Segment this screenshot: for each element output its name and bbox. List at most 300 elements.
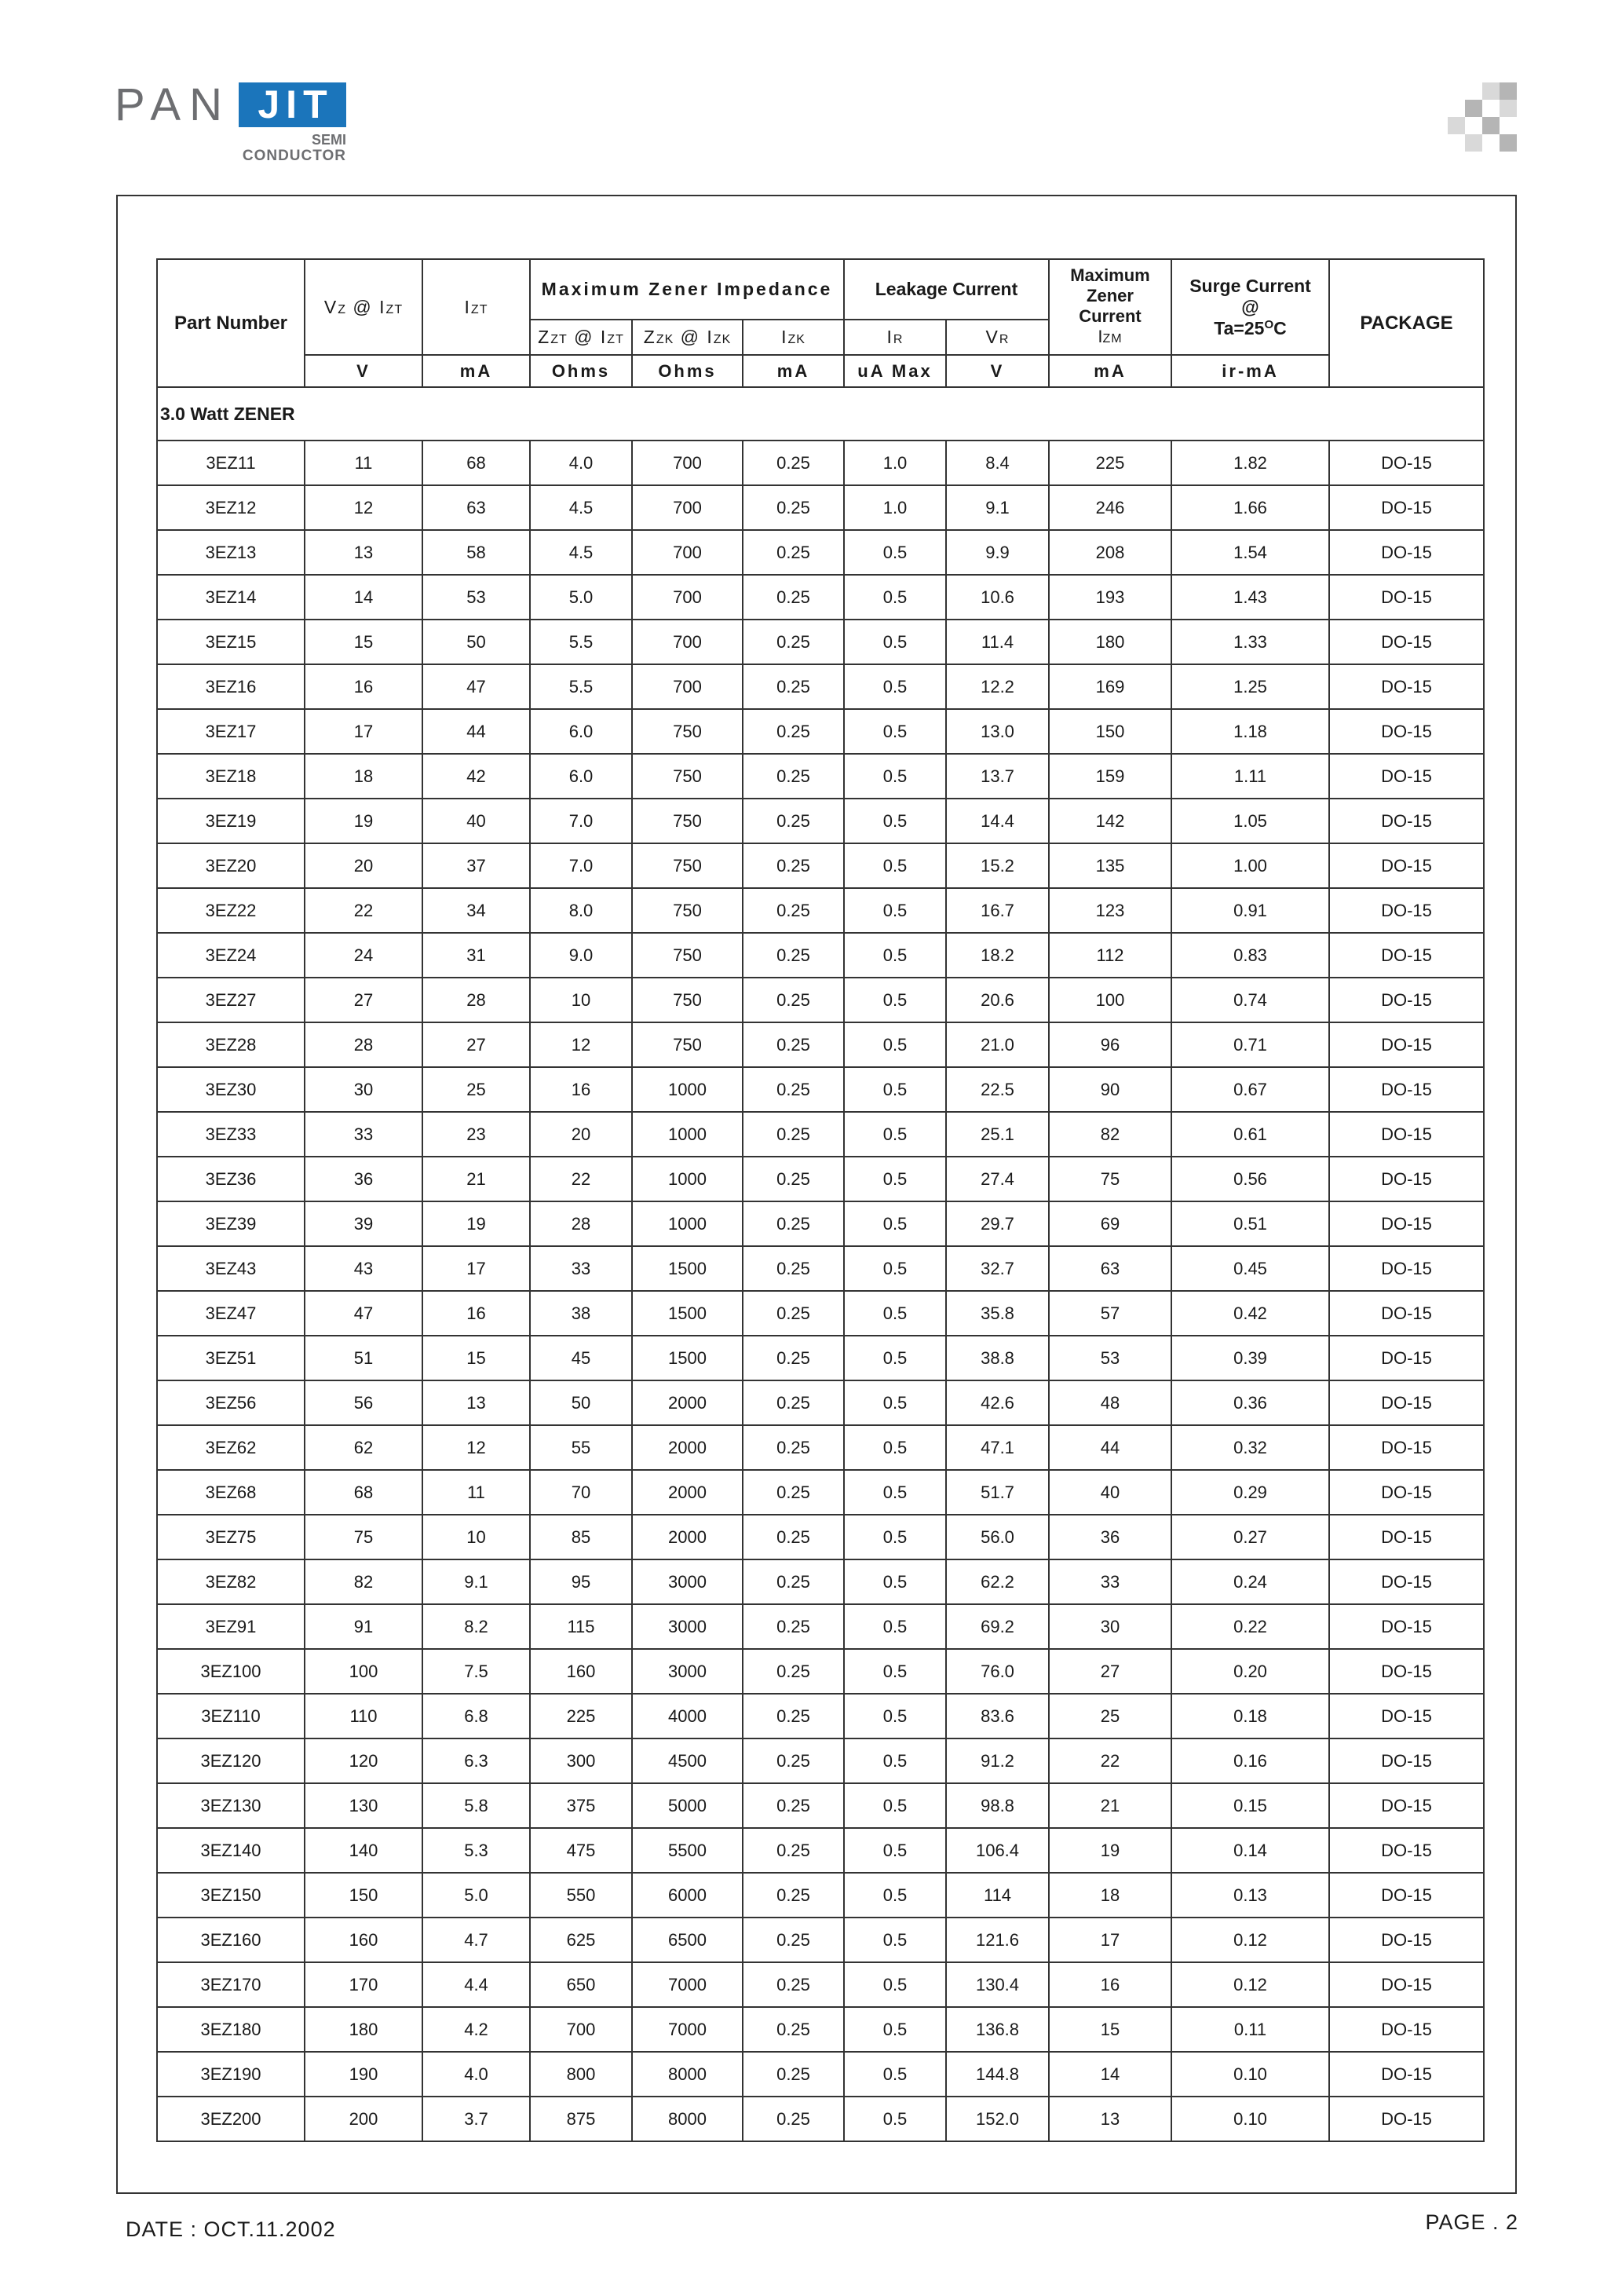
cell-izt: 68 [422,441,530,485]
unit-zzt: Ohms [530,355,632,387]
cell-izk: 0.25 [743,933,844,978]
cell-part-number: 3EZ110 [157,1694,305,1738]
vz-izt-subscript: ZT [385,302,404,316]
cell-package: DO-15 [1329,1157,1484,1201]
cell-ir: 0.5 [844,1157,946,1201]
cell-zzk: 750 [632,799,743,843]
cell-izm: 63 [1049,1246,1171,1291]
header-leakage-current [844,259,1049,320]
cell-package: DO-15 [1329,888,1484,933]
cell-vr: 136.8 [946,2007,1049,2052]
cell-ir: 0.5 [844,664,946,709]
cell-part-number: 3EZ17 [157,709,305,754]
cell-izk: 0.25 [743,843,844,888]
cell-vr: 9.9 [946,530,1049,575]
cell-izt: 50 [422,620,530,664]
table-row [157,1157,1484,1201]
zzt-subscript: ZT [550,333,568,346]
cell-vr: 11.4 [946,620,1049,664]
cell-izt: 8.2 [422,1604,530,1649]
vz-at-label: @ I [346,296,386,317]
cell-izt: 23 [422,1112,530,1157]
cell-vr: 20.6 [946,978,1049,1022]
cell-surge-current: 0.13 [1171,1873,1329,1918]
cell-vz: 150 [305,1873,422,1918]
cell-zzk: 750 [632,978,743,1022]
cell-izm: 90 [1049,1067,1171,1112]
cell-izm: 22 [1049,1738,1171,1783]
cell-surge-current: 0.39 [1171,1336,1329,1380]
header-zzk [632,320,743,355]
cell-izt: 44 [422,709,530,754]
cell-izm: 193 [1049,575,1171,620]
cell-izt: 19 [422,1201,530,1246]
cell-vz: 43 [305,1246,422,1291]
panjit-logo [115,79,347,173]
cell-izk: 0.25 [743,978,844,1022]
cell-izt: 4.4 [422,1962,530,2007]
cell-ir: 0.5 [844,1201,946,1246]
cell-izk: 0.25 [743,1380,844,1425]
cell-vr: 16.7 [946,888,1049,933]
cell-zzk: 700 [632,664,743,709]
cell-part-number: 3EZ13 [157,530,305,575]
cell-zzt: 8.0 [530,888,632,933]
checker-square [1500,100,1517,117]
checker-square [1482,82,1500,100]
table-row [157,620,1484,664]
cell-izm: 225 [1049,441,1171,485]
cell-zzt: 4.5 [530,485,632,530]
cell-package: DO-15 [1329,1380,1484,1425]
cell-vr: 98.8 [946,1783,1049,1828]
cell-zzk: 7000 [632,2007,743,2052]
cell-izt: 12 [422,1425,530,1470]
unit-vz: V [305,355,422,387]
cell-zzt: 95 [530,1559,632,1604]
cell-vz: 39 [305,1201,422,1246]
cell-vz: 130 [305,1783,422,1828]
cell-izm: 150 [1049,709,1171,754]
cell-zzk: 750 [632,888,743,933]
table-row [157,799,1484,843]
cell-surge-current: 0.18 [1171,1694,1329,1738]
cell-part-number: 3EZ39 [157,1201,305,1246]
cell-zzk: 3000 [632,1649,743,1694]
cell-vz: 33 [305,1112,422,1157]
cell-surge-current: 0.12 [1171,1962,1329,2007]
cell-vr: 51.7 [946,1470,1049,1515]
table-row [157,1067,1484,1112]
cell-zzt: 16 [530,1067,632,1112]
cell-zzk: 750 [632,933,743,978]
cell-vz: 36 [305,1157,422,1201]
cell-part-number: 3EZ160 [157,1918,305,1962]
cell-package: DO-15 [1329,2007,1484,2052]
cell-izk: 0.25 [743,1067,844,1112]
unit-izm: mA [1049,355,1171,387]
cell-izk: 0.25 [743,1112,844,1157]
cell-vz: 11 [305,441,422,485]
cell-part-number: 3EZ19 [157,799,305,843]
cell-package: DO-15 [1329,2097,1484,2141]
cell-zzt: 5.5 [530,664,632,709]
cell-izt: 27 [422,1022,530,1067]
cell-part-number: 3EZ24 [157,933,305,978]
cell-vr: 69.2 [946,1604,1049,1649]
cell-package: DO-15 [1329,1246,1484,1291]
cell-izt: 40 [422,799,530,843]
cell-vz: 24 [305,933,422,978]
table-row [157,709,1484,754]
cell-ir: 0.5 [844,620,946,664]
cell-part-number: 3EZ75 [157,1515,305,1559]
cell-surge-current: 0.22 [1171,1604,1329,1649]
izm-symbol [1050,327,1171,349]
cell-vz: 68 [305,1470,422,1515]
cell-izm: 25 [1049,1694,1171,1738]
cell-ir: 0.5 [844,1067,946,1112]
cell-zzt: 375 [530,1783,632,1828]
cell-zzk: 700 [632,620,743,664]
cell-package: DO-15 [1329,1515,1484,1559]
cell-surge-current: 0.10 [1171,2097,1329,2141]
cell-izm: 19 [1049,1828,1171,1873]
cell-izt: 4.7 [422,1918,530,1962]
cell-zzk: 1000 [632,1067,743,1112]
cell-zzt: 50 [530,1380,632,1425]
cell-package: DO-15 [1329,1604,1484,1649]
cell-ir: 0.5 [844,978,946,1022]
cell-zzt: 160 [530,1649,632,1694]
cell-surge-current: 0.45 [1171,1246,1329,1291]
unit-izk: mA [743,355,844,387]
cell-vz: 160 [305,1918,422,1962]
table-row [157,1022,1484,1067]
cell-ir: 0.5 [844,1783,946,1828]
vz-symbol: V [323,296,338,317]
section-row [157,387,1484,441]
cell-package: DO-15 [1329,1425,1484,1470]
cell-package: DO-15 [1329,1291,1484,1336]
cell-vz: 120 [305,1738,422,1783]
cell-part-number: 3EZ47 [157,1291,305,1336]
cell-ir: 0.5 [844,1604,946,1649]
header-part-number [157,259,305,387]
table-row [157,575,1484,620]
cell-izk: 0.25 [743,620,844,664]
cell-zzk: 4500 [632,1738,743,1783]
cell-vr: 91.2 [946,1738,1049,1783]
logo-jit-box: JIT [239,82,346,127]
cell-part-number: 3EZ16 [157,664,305,709]
cell-zzt: 5.0 [530,575,632,620]
cell-vz: 19 [305,799,422,843]
cell-izk: 0.25 [743,1515,844,1559]
cell-izt: 3.7 [422,2097,530,2141]
cell-zzk: 750 [632,754,743,799]
cell-izm: 15 [1049,2007,1171,2052]
cell-izm: 36 [1049,1515,1171,1559]
cell-izt: 5.8 [422,1783,530,1828]
cell-part-number: 3EZ180 [157,2007,305,2052]
cell-zzk: 1500 [632,1336,743,1380]
izk-symbol: I [781,327,788,347]
cell-izk: 0.25 [743,1157,844,1201]
cell-izk: 0.25 [743,1649,844,1694]
cell-vz: 14 [305,575,422,620]
cell-zzt: 700 [530,2007,632,2052]
cell-zzk: 8000 [632,2097,743,2141]
cell-package: DO-15 [1329,1201,1484,1246]
table-row [157,1649,1484,1694]
cell-izk: 0.25 [743,888,844,933]
cell-izt: 17 [422,1246,530,1291]
header-row-1 [157,259,1484,320]
cell-izt: 10 [422,1515,530,1559]
table-row [157,1201,1484,1246]
cell-surge-current: 0.71 [1171,1022,1329,1067]
cell-zzk: 700 [632,530,743,575]
cell-izk: 0.25 [743,575,844,620]
unit-vr: V [946,355,1049,387]
table-row [157,2052,1484,2097]
cell-ir: 0.5 [844,754,946,799]
cell-izk: 0.25 [743,2097,844,2141]
cell-izm: 112 [1049,933,1171,978]
zzt-izt-subscript: ZT [607,333,624,346]
cell-package: DO-15 [1329,799,1484,843]
cell-package: DO-15 [1329,1067,1484,1112]
cell-zzk: 2000 [632,1425,743,1470]
cell-zzk: 700 [632,575,743,620]
cell-izt: 4.2 [422,2007,530,2052]
cell-part-number: 3EZ18 [157,754,305,799]
cell-vz: 200 [305,2097,422,2141]
cell-izk: 0.25 [743,485,844,530]
cell-zzk: 2000 [632,1515,743,1559]
cell-izt: 34 [422,888,530,933]
zzk-at-label: @ I [674,327,714,347]
leakage-current-label: Leakage Current [875,279,1018,299]
cell-vz: 56 [305,1380,422,1425]
cell-zzk: 8000 [632,2052,743,2097]
table-row [157,530,1484,575]
cell-part-number: 3EZ33 [157,1112,305,1157]
cell-part-number: 3EZ11 [157,441,305,485]
cell-zzt: 70 [530,1470,632,1515]
cell-package: DO-15 [1329,1962,1484,2007]
cell-package: DO-15 [1329,1873,1484,1918]
cell-surge-current: 0.51 [1171,1201,1329,1246]
cell-vz: 22 [305,888,422,933]
cell-surge-current: 0.83 [1171,933,1329,978]
cell-izm: 82 [1049,1112,1171,1157]
cell-vr: 13.0 [946,709,1049,754]
cell-zzk: 750 [632,709,743,754]
header-vz [305,259,422,355]
cell-zzt: 45 [530,1336,632,1380]
cell-zzt: 20 [530,1112,632,1157]
cell-ir: 0.5 [844,1425,946,1470]
cell-izt: 58 [422,530,530,575]
cell-vr: 83.6 [946,1694,1049,1738]
cell-ir: 1.0 [844,485,946,530]
cell-izt: 37 [422,843,530,888]
cell-package: DO-15 [1329,1336,1484,1380]
cell-zzt: 225 [530,1694,632,1738]
ir-subscript: R [893,333,904,346]
cell-ir: 0.5 [844,933,946,978]
cell-izm: 208 [1049,530,1171,575]
cell-izt: 16 [422,1291,530,1336]
table-row [157,1738,1484,1783]
cell-izk: 0.25 [743,799,844,843]
header-izt [422,259,530,355]
cell-zzt: 38 [530,1291,632,1336]
part-number-label: Part Number [174,312,288,334]
cell-zzt: 4.5 [530,530,632,575]
cell-vr: 12.2 [946,664,1049,709]
cell-izk: 0.25 [743,1470,844,1515]
cell-package: DO-15 [1329,1783,1484,1828]
table-row [157,933,1484,978]
surge-temp-value: Ta=25 [1214,317,1265,338]
cell-vr: 106.4 [946,1828,1049,1873]
cell-vr: 15.2 [946,843,1049,888]
cell-ir: 0.5 [844,1962,946,2007]
table-row [157,1604,1484,1649]
cell-surge-current: 1.33 [1171,620,1329,664]
cell-vr: 62.2 [946,1559,1049,1604]
cell-zzt: 9.0 [530,933,632,978]
cell-izt: 21 [422,1157,530,1201]
cell-izk: 0.25 [743,709,844,754]
cell-package: DO-15 [1329,1738,1484,1783]
cell-surge-current: 0.10 [1171,2052,1329,2097]
cell-izm: 69 [1049,1201,1171,1246]
cell-izk: 0.25 [743,1694,844,1738]
surge-temp-unit: C [1273,317,1287,338]
table-row [157,1694,1484,1738]
cell-surge-current: 0.27 [1171,1515,1329,1559]
table-row [157,2097,1484,2141]
cell-zzt: 12 [530,1022,632,1067]
izm-subscript: ZM [1102,331,1123,345]
cell-vz: 62 [305,1425,422,1470]
cell-package: DO-15 [1329,978,1484,1022]
cell-izk: 0.25 [743,1738,844,1783]
cell-part-number: 3EZ27 [157,978,305,1022]
table-row [157,664,1484,709]
cell-surge-current: 0.91 [1171,888,1329,933]
cell-vr: 21.0 [946,1022,1049,1067]
cell-izm: 159 [1049,754,1171,799]
cell-izt: 31 [422,933,530,978]
cell-vz: 16 [305,664,422,709]
cell-zzt: 55 [530,1425,632,1470]
cell-surge-current: 0.20 [1171,1649,1329,1694]
cell-zzt: 28 [530,1201,632,1246]
surge-current-line1: Surge Current [1189,275,1311,296]
cell-surge-current: 0.11 [1171,2007,1329,2052]
table-row [157,1515,1484,1559]
cell-vz: 180 [305,2007,422,2052]
max-zener-current-line3: Current [1079,305,1142,326]
cell-surge-current: 1.05 [1171,799,1329,843]
cell-zzt: 625 [530,1918,632,1962]
cell-part-number: 3EZ130 [157,1783,305,1828]
cell-package: DO-15 [1329,485,1484,530]
cell-vr: 56.0 [946,1515,1049,1559]
cell-part-number: 3EZ12 [157,485,305,530]
cell-surge-current: 0.74 [1171,978,1329,1022]
cell-izk: 0.25 [743,1425,844,1470]
cell-zzt: 7.0 [530,843,632,888]
cell-izm: 13 [1049,2097,1171,2141]
cell-part-number: 3EZ190 [157,2052,305,2097]
cell-surge-current: 1.25 [1171,664,1329,709]
cell-izk: 0.25 [743,1246,844,1291]
cell-surge-current: 0.32 [1171,1425,1329,1470]
header-max-zener-impedance [530,259,844,320]
cell-izk: 0.25 [743,664,844,709]
cell-ir: 0.5 [844,1380,946,1425]
zzk-subscript: ZK [656,333,674,346]
izm-symbol-letter: I [1098,326,1103,346]
cell-part-number: 3EZ22 [157,888,305,933]
table-row [157,1783,1484,1828]
cell-vr: 144.8 [946,2052,1049,2097]
cell-package: DO-15 [1329,575,1484,620]
cell-vr: 8.4 [946,441,1049,485]
cell-surge-current: 1.54 [1171,530,1329,575]
cell-izm: 135 [1049,843,1171,888]
cell-ir: 0.5 [844,1022,946,1067]
cell-izt: 9.1 [422,1559,530,1604]
cell-surge-current: 1.66 [1171,485,1329,530]
izk-subscript: ZK [787,333,806,346]
cell-zzk: 6000 [632,1873,743,1918]
cell-package: DO-15 [1329,664,1484,709]
checker-square [1500,82,1517,100]
cell-zzk: 3000 [632,1604,743,1649]
cell-zzk: 5500 [632,1828,743,1873]
cell-part-number: 3EZ36 [157,1157,305,1201]
cell-vz: 91 [305,1604,422,1649]
cell-part-number: 3EZ100 [157,1649,305,1694]
cell-zzk: 1000 [632,1112,743,1157]
cell-zzk: 6500 [632,1918,743,1962]
table-row [157,1246,1484,1291]
table-row [157,1962,1484,2007]
cell-ir: 0.5 [844,2097,946,2141]
cell-zzk: 700 [632,485,743,530]
cell-part-number: 3EZ56 [157,1380,305,1425]
vz-subscript: Z [338,302,347,316]
cell-ir: 0.5 [844,799,946,843]
zzt-symbol: Z [538,327,551,347]
table-row [157,441,1484,485]
cell-ir: 0.5 [844,709,946,754]
cell-vr: 32.7 [946,1246,1049,1291]
cell-part-number: 3EZ15 [157,620,305,664]
cell-izm: 17 [1049,1918,1171,1962]
cell-vr: 22.5 [946,1067,1049,1112]
cell-surge-current: 1.11 [1171,754,1329,799]
cell-surge-current: 0.67 [1171,1067,1329,1112]
cell-ir: 0.5 [844,1246,946,1291]
